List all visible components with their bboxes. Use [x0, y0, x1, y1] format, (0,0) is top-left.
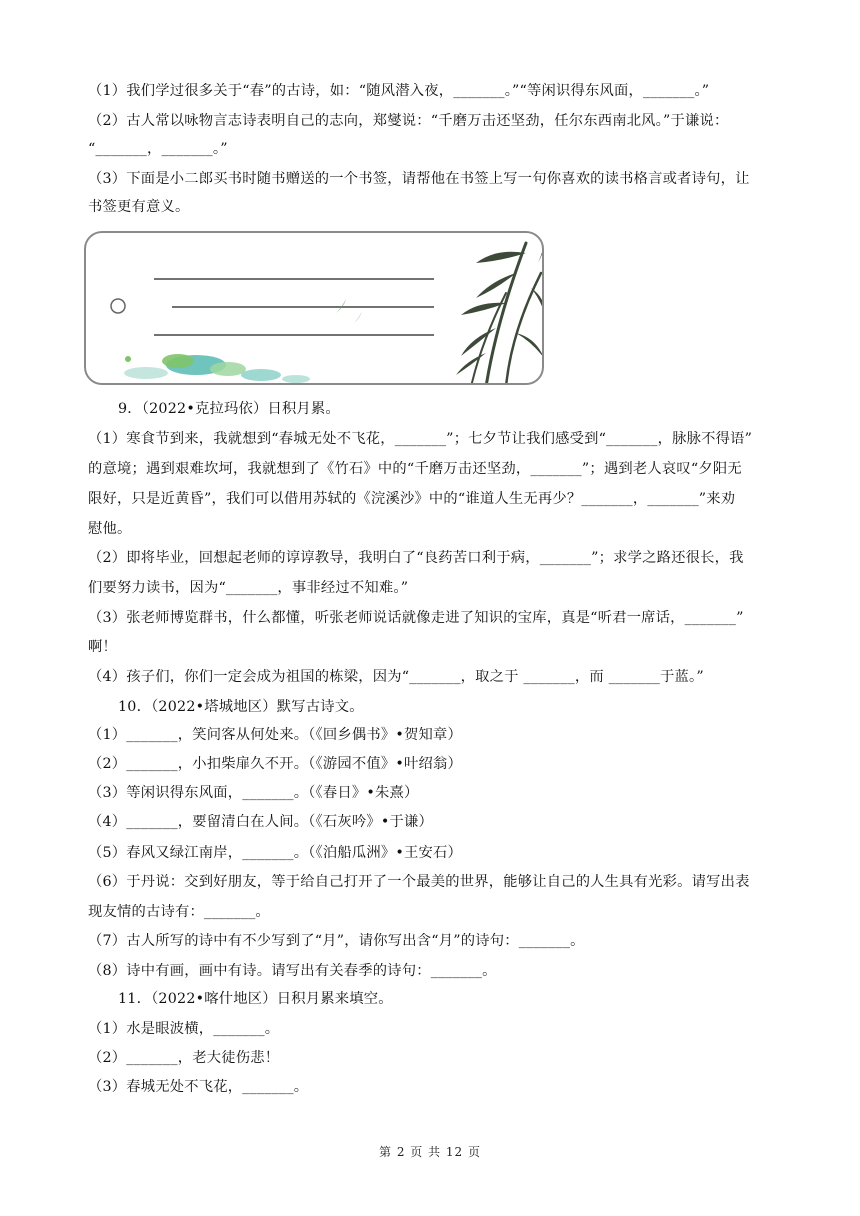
text-line: 现友情的古诗有：_______。: [88, 904, 270, 920]
text-line: 书签更有意义。: [88, 199, 190, 215]
question-heading: 10．（2022•塔城地区）默写古诗文。: [118, 699, 364, 715]
text-line: 啊！: [88, 639, 117, 655]
question-heading: 11．（2022•喀什地区）日积月累来填空。: [118, 991, 393, 1007]
question-heading: 9．（2022•克拉玛依）日积月累。: [118, 401, 340, 417]
text-line: （1）我们学过很多关于“春”的古诗，如：“随风潜入夜，_______。”“等闲识得东风面，_______。”: [88, 83, 710, 99]
text-line: 的意境；遇到艰难坎坷，我就想到了《竹石》中的“千磨万击还坚劲，_______”；遇到老人哀叹“夕阳无: [88, 461, 742, 477]
text-line: （3）春城无处不飞花，_______。: [88, 1079, 309, 1095]
text-line: （7）古人所写的诗中有不少写到了“月”，请你写出含“月”的诗句：_______。: [88, 933, 585, 949]
text-line: （1）寒食节到来，我就想到“春城无处不飞花，_______”；七夕节让我们感受到“_______，脉脉不得语”: [88, 431, 753, 447]
text-line: （2）古人常以咏物言志诗表明自己的志向，郑燮说：“千磨万击还坚劲，任尔东西南北风。”于谦说：: [88, 113, 729, 129]
text-line: 们要努力读书，因为“_______，事非经过不知难。”: [88, 580, 409, 596]
text-line: （2）_______，小扣柴扉久不开。（《游园不值》•叶绍翁）: [88, 756, 462, 772]
text-line: 限好，只是近黄昏”，我们可以借用苏轼的《浣溪沙》中的“谁道人生无再少？_______，_______”来劝: [88, 491, 736, 507]
text-line: （3）张老师博览群书，什么都懂，听张老师说话就像走进了知识的宝库，真是“听君一席话，_______”: [88, 610, 744, 626]
bookmark-art: [86, 233, 544, 385]
text-line: （1）_______，笑问客从何处来。（《回乡偶书》•贺知章）: [88, 727, 462, 743]
text-line: （3）下面是小二郎买书时随书赠送的一个书签，请帮他在书签上写一句你喜欢的读书格言或者诗句，让: [88, 171, 750, 187]
text-line: （2）即将毕业，回想起老师的谆谆教导，我明白了“良药苦口利于病，_______”；求学之路还很长，我: [88, 550, 744, 566]
text-line: （4）_______，要留清白在人间。（《石灰吟》•于谦）: [88, 814, 434, 830]
bookmark-illustration: [84, 231, 544, 385]
text-line: （1）水是眼波横，_______。: [88, 1021, 280, 1037]
text-line: （6）于丹说：交到好朋友，等于给自己打开了一个最美的世界，能够让自己的人生具有光彩。请写出表: [88, 874, 750, 890]
page-footer: 第 2 页 共 12 页: [379, 1145, 481, 1159]
text-line: （4）孩子们，你们一定会成为祖国的栋梁，因为“_______，取之于 _______，而 _______于蓝。”: [88, 669, 704, 685]
text-line: 慰他。: [88, 521, 132, 537]
text-line: （5）春风又绿江南岸，_______。（《泊船瓜洲》•王安石）: [88, 845, 462, 861]
text-line: （2）_______，老大徒伤悲！: [88, 1050, 280, 1066]
text-line: （3）等闲识得东风面，_______。（《春日》•朱熹）: [88, 785, 419, 801]
text-line: （8）诗中有画，画中有诗。请写出有关春季的诗句：_______。: [88, 963, 497, 979]
text-line: “_______，_______。”: [88, 141, 228, 157]
